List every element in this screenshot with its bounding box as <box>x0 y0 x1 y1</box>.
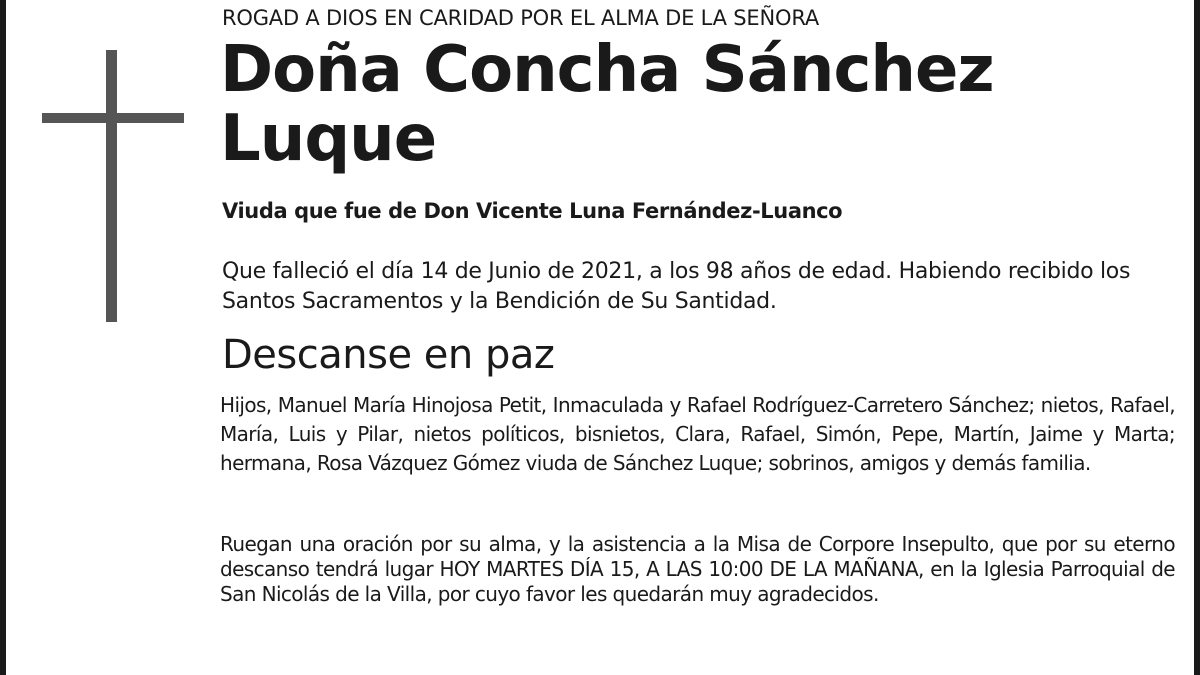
mass-paragraph: Ruegan una oración por su alma, y la asistencia a la Misa de Corpore Insepulto, que por su eterno descanso tendrá lugar HOY MARTES DÍA 15, A LAS 10:00 DE LA MAÑANA, en la Iglesia Parroquial de San Nicolás de la Villa, por cuyo favor les quedarán muy agradecidos. <box>220 532 1175 606</box>
deceased-name: Doña Concha Sánchez Luque <box>220 33 994 176</box>
death-notice: Que falleció el día 14 de Junio de 2021, a los 98 años de edad. Habiendo recibido los Santos Sacramentos y la Bendición de Su Santidad. <box>222 259 1131 314</box>
family-paragraph: Hijos, Manuel María Hinojosa Petit, Inmaculada y Rafael Rodríguez-Carretero Sánchez; nietos, Rafael, María, Luis y Pilar, nietos políticos, bisnietos, Clara, Rafael, Simón, Pepe, Martín, Jaime y Marta; hermana, Rosa Vázquez Gómez viuda de Sánchez Luque; sobrinos, amigos y demás familia. <box>220 393 1175 475</box>
widow-of-line: Viuda que fue de Don Vicente Luna Fernández-Luanco <box>222 199 843 223</box>
invocation-text: ROGAD A DIOS EN CARIDAD POR EL ALMA DE LA SEÑORA <box>222 6 820 30</box>
cross-icon-arm <box>42 113 184 123</box>
rest-in-peace-heading: Descanse en paz <box>222 332 555 378</box>
cross-icon <box>106 50 117 322</box>
